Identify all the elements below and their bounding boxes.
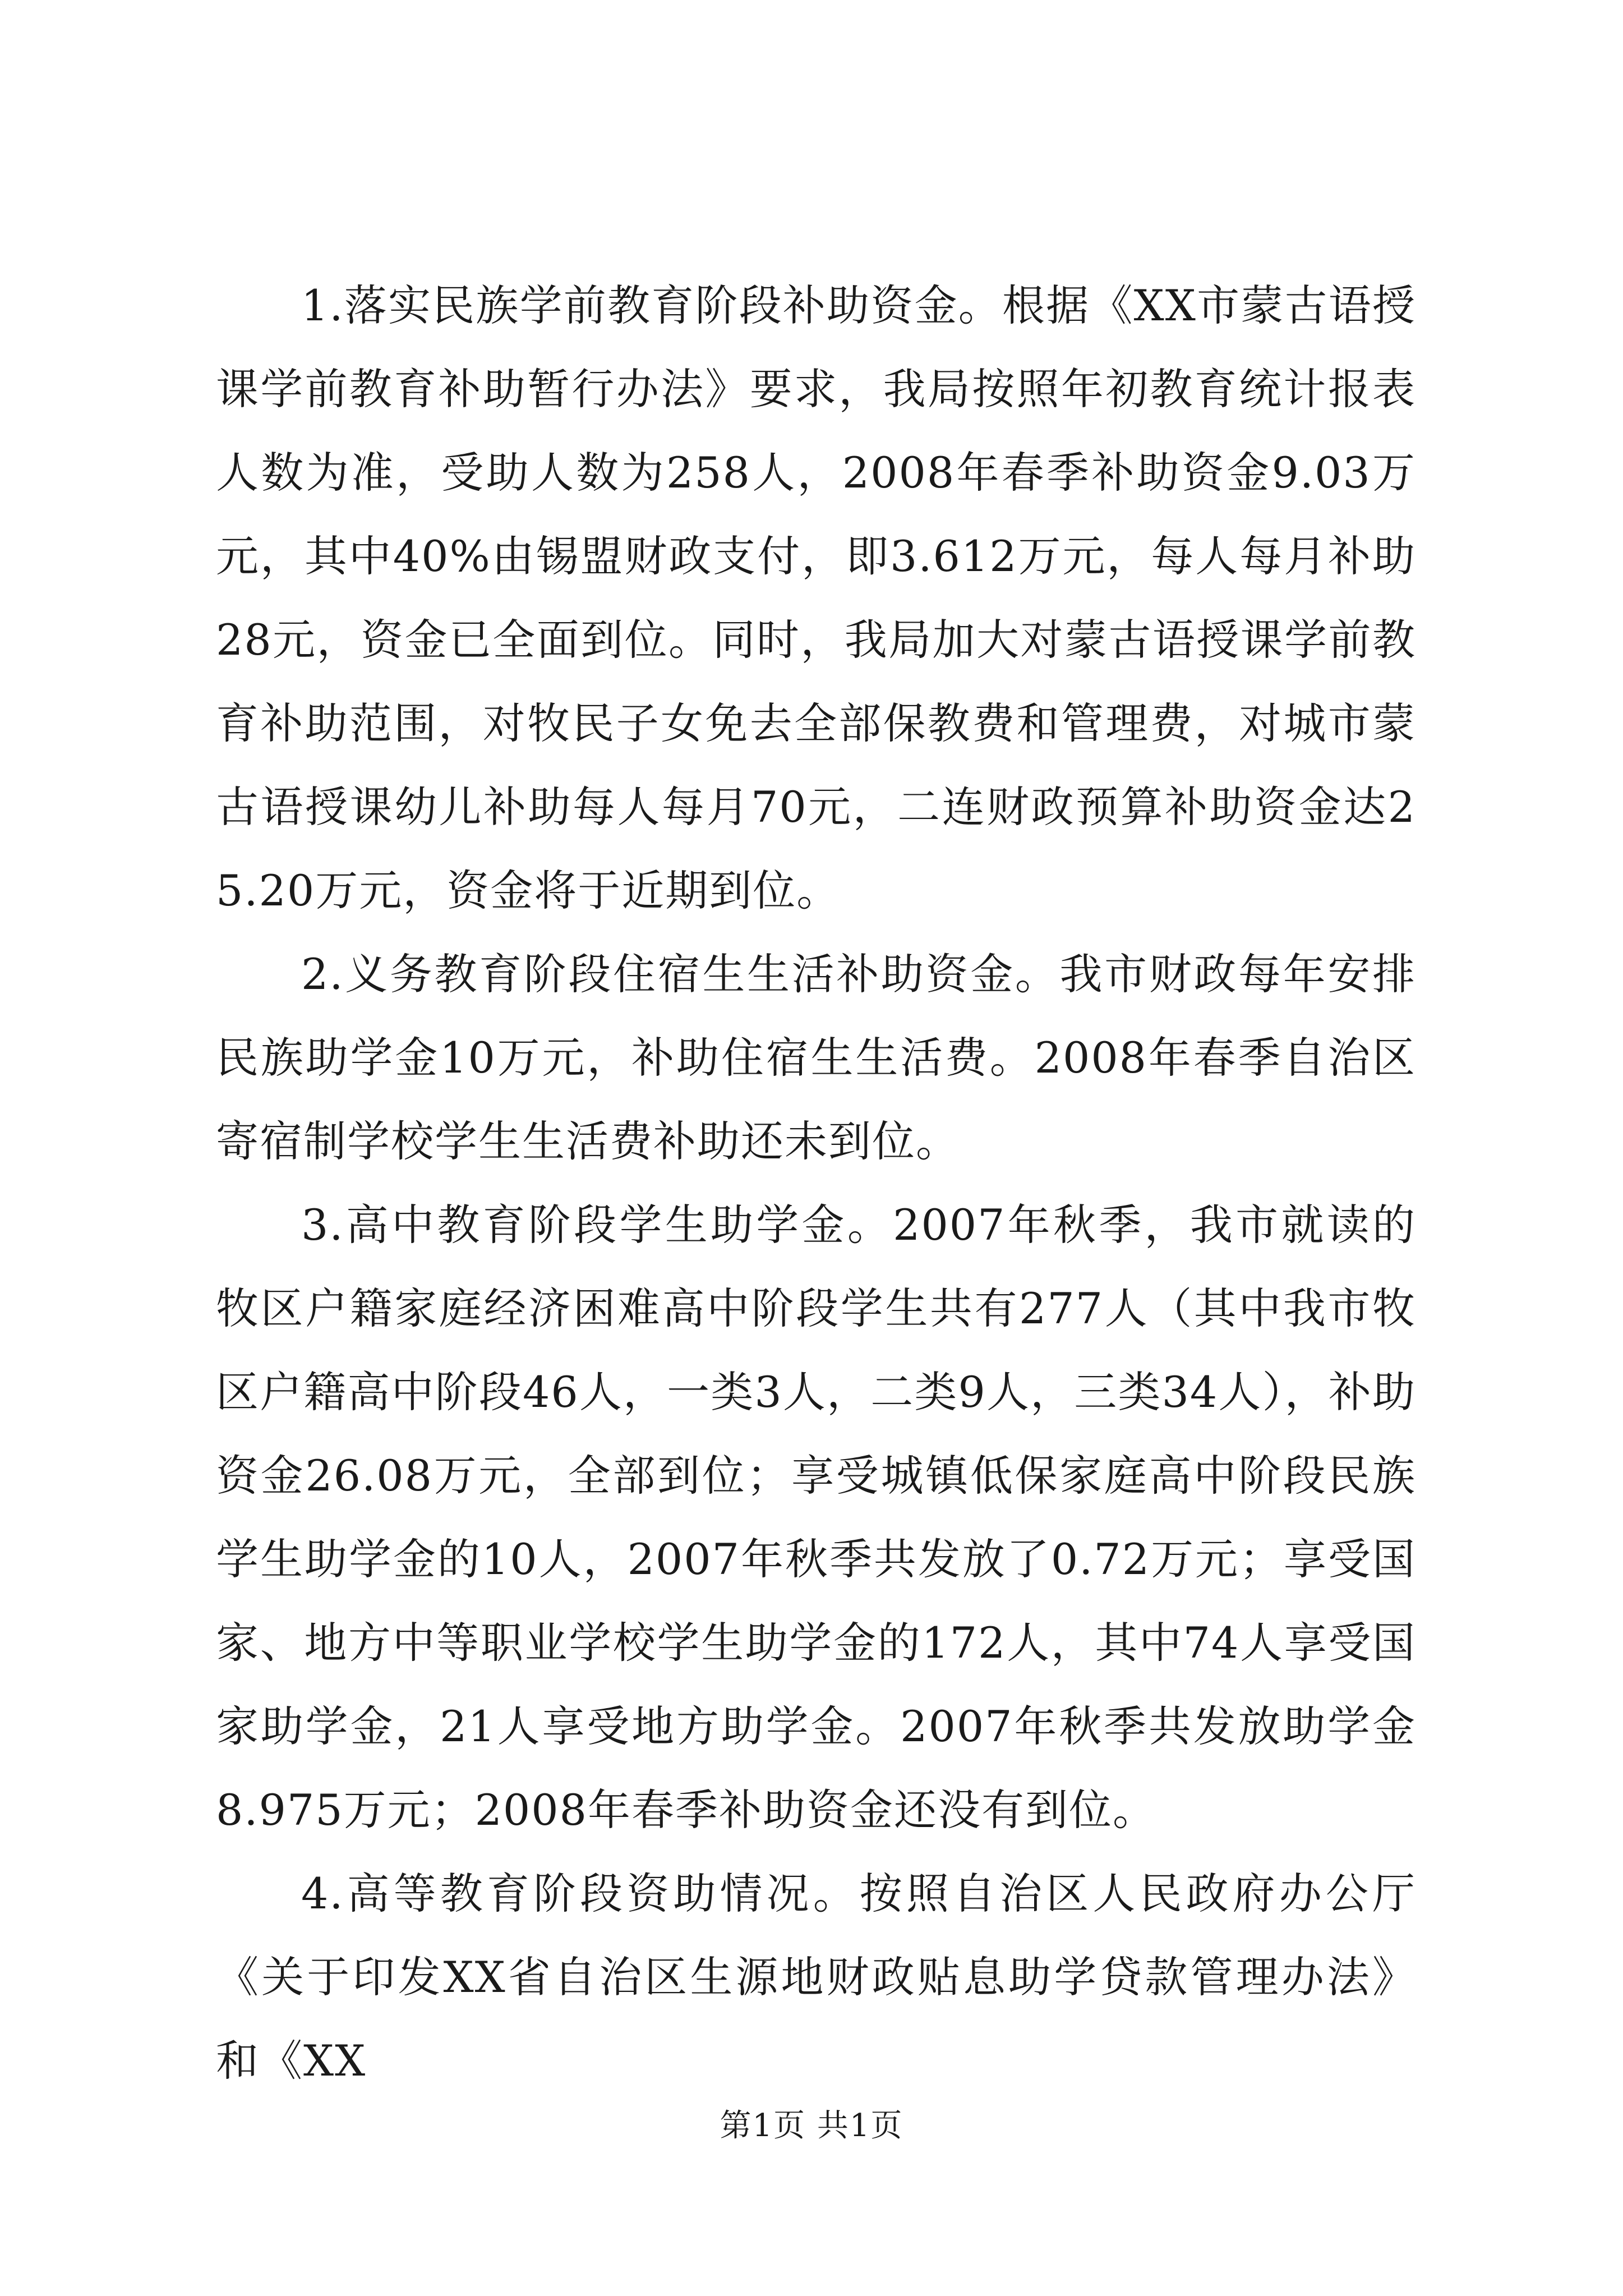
paragraph-4: 4.高等教育阶段资助情况。按照自治区人民政府办公厅《关于印发XX省自治区生源地财政贴息助学贷款管理办法》和《XX <box>216 1869 1416 2086</box>
page-footer: 第1页 共1页 <box>720 2108 903 2144</box>
paragraph-1: 1.落实民族学前教育阶段补助资金。根据《XX市蒙古语授课学前教育补助暂行办法》要求，我局按照年初教育统计报表人数为准，受助人数为258人，2008年春季补助资金9.03万元，其中40%由锡盟财政支付，即3.612万元，每人每月补助28元，资金已全面到位。同时，我局加大对蒙古语授课学前教育补助范围，对牧民子女免去全部保教费和管理费，对城市蒙古语授课幼儿补助每人每月70元，二连财政预算补助资金达25.20万元，资金将于近期到位。 <box>216 280 1416 915</box>
paragraph-2: 2.义务教育阶段住宿生生活补助资金。我市财政每年安排民族助学金10万元，补助住宿生生活费。2008年春季自治区寄宿制学校学生生活费补助还未到位。 <box>216 949 1416 1166</box>
paragraph-3: 3.高中教育阶段学生助学金。2007年秋季，我市就读的牧区户籍家庭经济困难高中阶段学生共有277人（其中我市牧区户籍高中阶段46人，一类3人，二类9人，三类34人），补助资金26.08万元，全部到位；享受城镇低保家庭高中阶段民族学生助学金的10人，2007年秋季共发放了0.72万元；享受国家、地方中等职业学校学生助学金的172人，其中74人享受国家助学金，21人享受地方助学金。2007年秋季共发放助学金8.975万元；2008年春季补助资金还没有到位。 <box>216 1200 1416 1835</box>
document-body <box>216 264 1416 2102</box>
